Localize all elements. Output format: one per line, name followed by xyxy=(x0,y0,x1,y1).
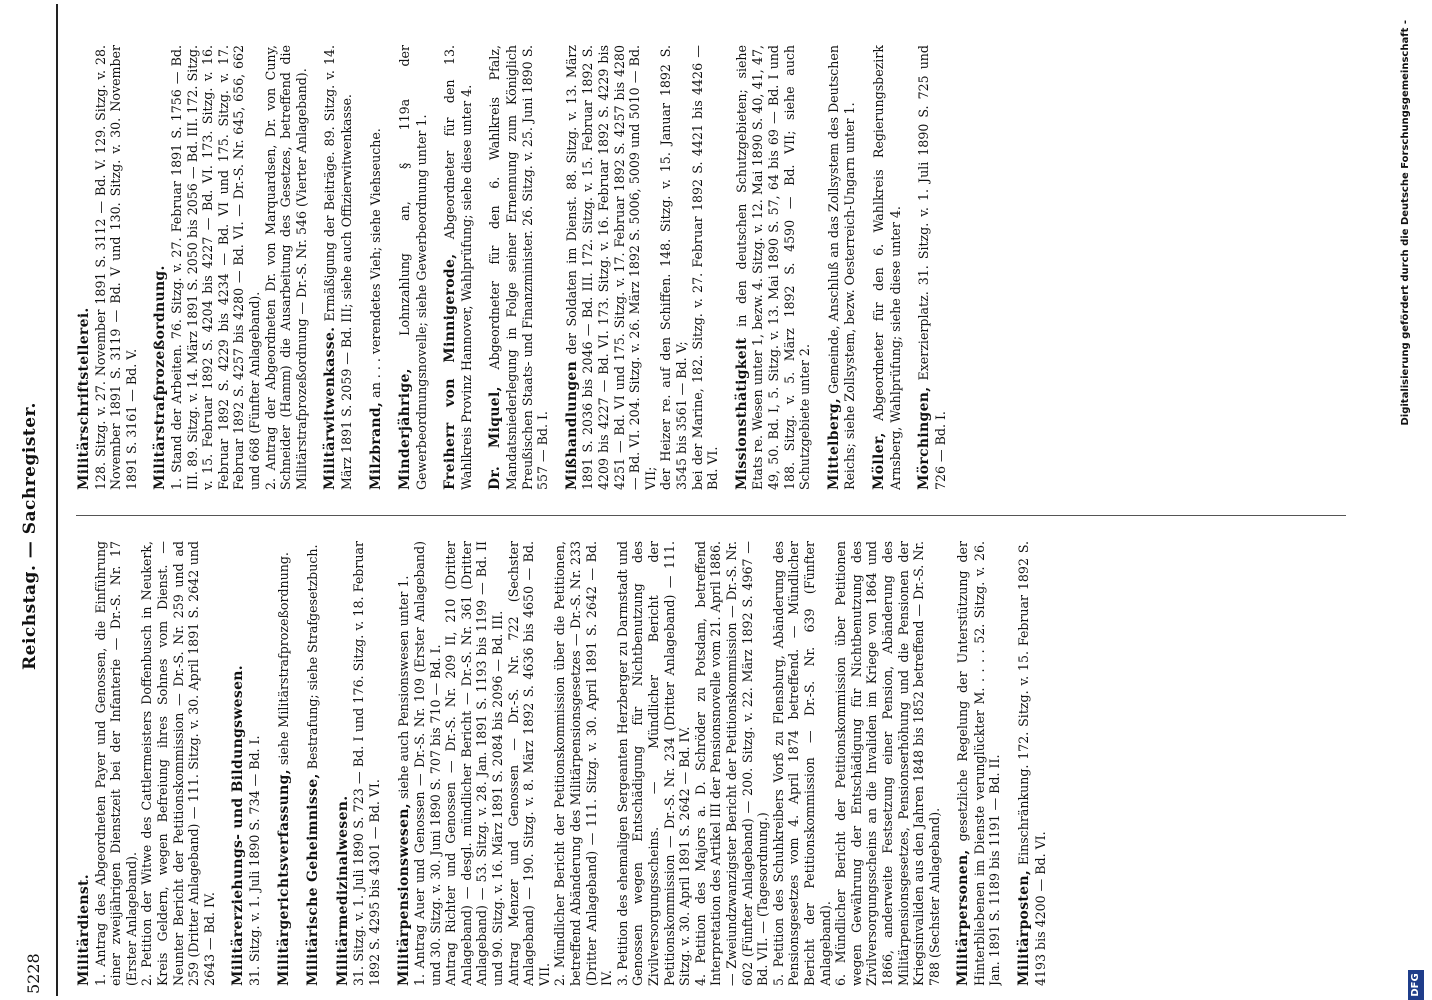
register-entry xyxy=(368,45,385,490)
entry-subitem: 1. Stand der Arbeiten. 76. Sitzg. v. 27. Februar 1891 S. 1756 — Bd. III. 89. Sitzg. v. 14. März 1891 S. 2050 bis 2056 — Bd. III. 172. Sitzg. v. 15. Februar 1892 S. 4204 bis 4227 — Bd. VI. 173. Sitzg. v. 16. Februar 1892 S. 4229 bis 4234 — Bd. VI und 175. Sitzg. v. 17. Februar 1892 S. 4257 bis 4280 — Bd. VI. — Dr.-S. Nr. 645, 656, 662 und 668 (Fünfter Anlageband). xyxy=(168,45,262,490)
entry-keyword: Mittelberg, xyxy=(825,397,842,490)
dfg-logo: DFG xyxy=(1408,970,1424,1000)
entry-subitem: der Heizer re. auf den Schiffen. 148. Sitzg. v. 15. Januar 1892 S. 3545 bis 3561 — Bd. V; xyxy=(658,45,689,490)
entry-keyword: Militärpensionswesen, xyxy=(395,803,412,986)
register-entry xyxy=(826,45,858,490)
register-entry xyxy=(916,45,948,490)
right-column xyxy=(76,45,1366,490)
page-number: 5228 xyxy=(24,953,43,994)
entry-text: gesetzliche Regelung der Unterstützung der Hinterbliebenen im Dienste verunglückter M. . . . . 52. Sitzg. v. 26. Jan. 1891 S. 1189 bis 1191 — Bd. II. xyxy=(955,541,1003,986)
entry-text: Ermäßigung der Beiträge. 89. Sitzg. v. 14. März 1891 S. 2059 — Bd. III; siehe auch Offizierwitwenkasse. xyxy=(322,45,354,490)
entry-keyword: Militärmedizinalwesen. xyxy=(334,795,351,986)
entry-keyword: Militärische Geheimnisse, xyxy=(305,773,322,986)
register-entry xyxy=(305,541,322,986)
register-entry xyxy=(76,45,139,490)
entry-subitem: 3. Petition des ehemaligen Sergeanten Herzberger zu Darmstadt und Genossen wegen Entschädigung für Nichtbenutzung des Zivilversorgungsscheins. — Mündlicher Bericht der Petitionskommission — Dr.-S. Nr. 234 (Dritter Anlageband) — 111. Sitzg. v. 30. April 1891 S. 2642 — Bd. IV. xyxy=(614,541,693,986)
register-entry xyxy=(335,541,383,986)
entry-subitem: 2. Antrag der Abgeordneten Dr. von Marquardsen, Dr. von Cuny, Schneider (Hamm) die Ausarbeitung des Gesetzes, betreffend die Militärstrafprozeßordnung — Dr.-S. Nr. 546 (Vierter Anlageband). xyxy=(262,45,309,490)
entry-keyword: Militärwitwenkasse. xyxy=(322,326,339,490)
entry-keyword: Militärgerichtsverfassung, xyxy=(275,769,292,986)
entry-keyword: Minderjährige, xyxy=(397,368,414,490)
entry-text: in den deutschen Schutzgebieten; siehe Etats re. Wesen unter 1, bezw. 4. Sitzg. v. 12. Mai 1890 S. 40, 41, 47, 49, 50. Bd. I, 5. Sitzg. v. 13. Mai 1890 S. 57, 64 bis 69 — Bd. I und 188. Sitzg. v. 5. März 1892 S. 4590 — Bd. VII; siehe auch Schutzgebiete unter 2. xyxy=(733,45,813,490)
page-header xyxy=(14,0,54,1000)
entry-text: Exerzierplatz. 31. Sitzg. v. 1. Juli 1890 S. 725 und 726 — Bd. I. xyxy=(916,45,948,490)
register-entry xyxy=(276,541,293,986)
entry-text: Lohnzahlung an, § 119a der Gewerbeordnungsnovelle; siehe Gewerbeordnung unter 1. xyxy=(397,45,429,490)
digitization-footer xyxy=(1400,0,1420,1000)
entry-keyword: Militärstrafprozeßordnung. xyxy=(152,265,169,490)
entry-keyword: Möller, xyxy=(870,432,887,490)
register-entry xyxy=(397,45,429,490)
entry-text: Gemeinde, Anschluß an das Zollsystem des Deutschen Reichs; siehe Zollsystem, bezw. Oesterreich-Ungarn unter 1. xyxy=(825,45,858,490)
entry-keyword: Dr. Miquel, xyxy=(487,386,504,490)
entry-subitem: 6. Mündlicher Bericht der Petitionskommission über Petitionen wegen Gewährung der Entschädigung für Nichtbenutzung des Zivilversorgungsscheins an die Invaliden im Kriege von 1864 und 1866, anderweite Festsetzung einer Pension, Abänderung des Militärpensionsgesetzes, Pensionserhöhung und die Pensionen der Kriegsinvaliden aus den Jahren 1848 bis 1852 betreffend — Dr.-S. Nr. 788 (Sechster Anlageband). xyxy=(833,541,942,986)
entry-text: der Soldaten im Dienst. 88. Sitzg. v. 13. März 1891 S. 2036 bis 2046 — Bd. III. 172. Sitzg. v. 15. Februar 1892 S. 4209 bis 4227 — Bd. VI. 173. Sitzg. v. 16. Februar 1892 S. 4229 bis 4251 — Bd. VI und 175. Sitzg. v. 17. Februar 1892 S. 4257 bis 4280 — Bd. VI. 204. Sitzg. v. 26. März 1892 S. 5006, 5009 und 5010 — Bd. VII; xyxy=(563,45,658,490)
entry-keyword: Militärerziehungs- und Bildungswesen. xyxy=(230,665,247,986)
entry-subitem: 1. Antrag des Abgeordneten Payer und Genossen, die Einführung einer zweijährigen Dienstzeit bei der Infanterie — Dr.-S. Nr. 17 (Erster Anlageband). xyxy=(92,541,139,986)
entry-keyword: Militärdienst. xyxy=(76,874,92,986)
entry-subitem: 2. Mündlicher Bericht der Petitionskommission über die Petitionen, betreffend Abänderung des Militärpensionsgesetzes — Dr.-S. Nr. 233 (Dritter Anlageband) — 111. Sitzg. v. 30. April 1891 S. 2642 — Bd. IV. xyxy=(552,541,615,986)
register-entry xyxy=(1016,541,1048,986)
register-entry xyxy=(442,45,474,490)
entry-text: Einschränkung. 172. Sitzg. v. 15. Februar 1892 S. 4193 bis 4200 — Bd. VI. xyxy=(1016,541,1048,986)
entry-keyword: Mörchingen, xyxy=(916,386,933,490)
entry-keyword: Freiherr von Minnigerode, xyxy=(442,253,459,490)
entry-text: Abgeordneter für den 6. Wahlkreis Pfalz, Mandatsniederlegung in Folge seiner Ernennung zum Königlich Preußischen Staats- und Finanzminister. 26. Sitzg. v. 25. Juni 1890 S. 557 — Bd. I. xyxy=(487,45,551,490)
column-divider xyxy=(76,515,1346,516)
register-entry xyxy=(230,541,262,986)
entry-keyword: Milzbrand, xyxy=(367,401,384,490)
entry-text: siehe auch Pensionswesen unter 1. xyxy=(395,575,411,800)
entry-subitem: Antrag Menzer und Genossen — Dr.-S. Nr. 722 (Sechster Anlageband) — 190. Sitzg. v. 8. März 1892 S. 4636 bis 4650 — Bd. VII. xyxy=(505,541,552,986)
register-entry xyxy=(322,45,354,490)
register-entry xyxy=(76,541,217,986)
header-rule xyxy=(56,4,58,996)
entry-keyword: Militärpersonen, xyxy=(955,849,972,986)
register-entry xyxy=(871,45,903,490)
running-head: Reichstag. — Sachregister. xyxy=(20,402,40,670)
entry-subitem: Antrag Richter und Genossen — Dr.-S. Nr. 209 II, 210 (Dritter Anlageband) — desgl. mündlicher Bericht — Dr.-S. Nr. 361 (Dritter Anlageband) — 53. Sitzg. v. 28. Jan. 1891 S. 1193 bis 1199 — Bd. II und 90. Sitzg. v. 16. März 1891 S. 2084 bis 2096 — Bd. III. xyxy=(443,541,506,986)
entry-subitem: 2. Petition der Witwe des Cattlermeisters Doffenbusch in Neukerk, Kreis Geldern, wegen Befreiung ihres Sohnes vom Dienst. — Neunter Bericht der Petitionskommission — Dr.-S. Nr. 259 und ad 259 (Dritter Anlageband) — 111. Sitzg. v. 30. April 1891 S. 2642 und 2643 — Bd. IV. xyxy=(139,541,217,986)
register-entry xyxy=(564,45,721,490)
register-entry xyxy=(734,45,813,490)
entry-subitem: 1. Antrag Auer und Genossen — Dr.-S. Nr. 109 (Erster Anlageband) und 30. Sitzg. v. 30. Juni 1890 S. 707 bis 710 — Bd. I. xyxy=(412,541,443,986)
entry-keyword: Missionsthätigkeit xyxy=(733,337,750,490)
entry-text: Abgeordneter für den 13. Wahlkreis Provinz Hannover, Wahlprüfung; siehe diese unter 4. xyxy=(442,45,474,490)
entry-subitem: 31. Sitzg. v. 1. Juli 1890 S. 723 — Bd. I und 176. Sitzg. v. 18. Februar 1892 S. 4295 bis 4301 — Bd. VI. xyxy=(351,541,382,986)
entry-text: an . . . verendetes Vieh; siehe Viehseuche. xyxy=(367,128,383,398)
entry-subitem: 5. Petition des Schuhkreibers Vorß zu Flensburg, Abänderung des Pensionsgesetzes vom 4. April 1874 betreffend. — Mündlicher Bericht der Petitionskommission — Dr.-S. Nr. 639 (Fünfter Anlageband). xyxy=(770,541,833,986)
entry-keyword: Militärschriftstellerei. xyxy=(76,307,92,490)
entry-subitem: 4. Petition des Majors a. D. Schröder zu Potsdam, betreffend Interpretation des Artikel III der Pensionsnovelle vom 21. April 1886. — Zweiundzwanzigster Bericht der Petitionskommission — Dr.-S. Nr. 602 (Fünfter Anlageband) — 200. Sitzg. v. 22. März 1892 S. 4967 — Bd. VII. — (Tagesordnung.) xyxy=(692,541,771,986)
left-column xyxy=(76,541,1366,986)
register-entry xyxy=(487,45,550,490)
register-entry xyxy=(396,541,943,986)
entry-text: Bestrafung; siehe Strafgesetzbuch. xyxy=(305,544,321,770)
entry-keyword: Militärposten, xyxy=(1016,869,1033,986)
entry-subitem: 31. Sitzg. v. 1. Juli 1890 S. 734 — Bd. I. xyxy=(246,735,262,986)
entry-subitem: bei der Marine, 182. Sitzg. v. 27. Februar 1892 S. 4421 bis 4426 — Bd. VI. xyxy=(689,45,721,490)
entry-text: siehe Militärstrafprozeßordnung. xyxy=(275,552,291,766)
entry-subitem: 128. Sitzg. v. 27. November 1891 S. 3112 — Bd. V. 129. Sitzg. v. 28. November 1891 S. 3119 — Bd. V und 130. Sitzg. v. 30. November 1891 S. 3161 — Bd. V. xyxy=(92,45,139,490)
entry-keyword: Mißhandlungen xyxy=(563,360,580,490)
register-entry xyxy=(955,541,1003,986)
register-entry xyxy=(152,45,309,490)
entry-text: Abgeordneter für den 6. Wahlkreis Regierungsbezirk Arnsberg, Wahlprüfung; siehe diese unter 4. xyxy=(870,45,903,490)
digitization-note: Digitalisierung gefördert durch die Deutsche Forschungsgemeinschaft - xyxy=(1400,20,1411,426)
